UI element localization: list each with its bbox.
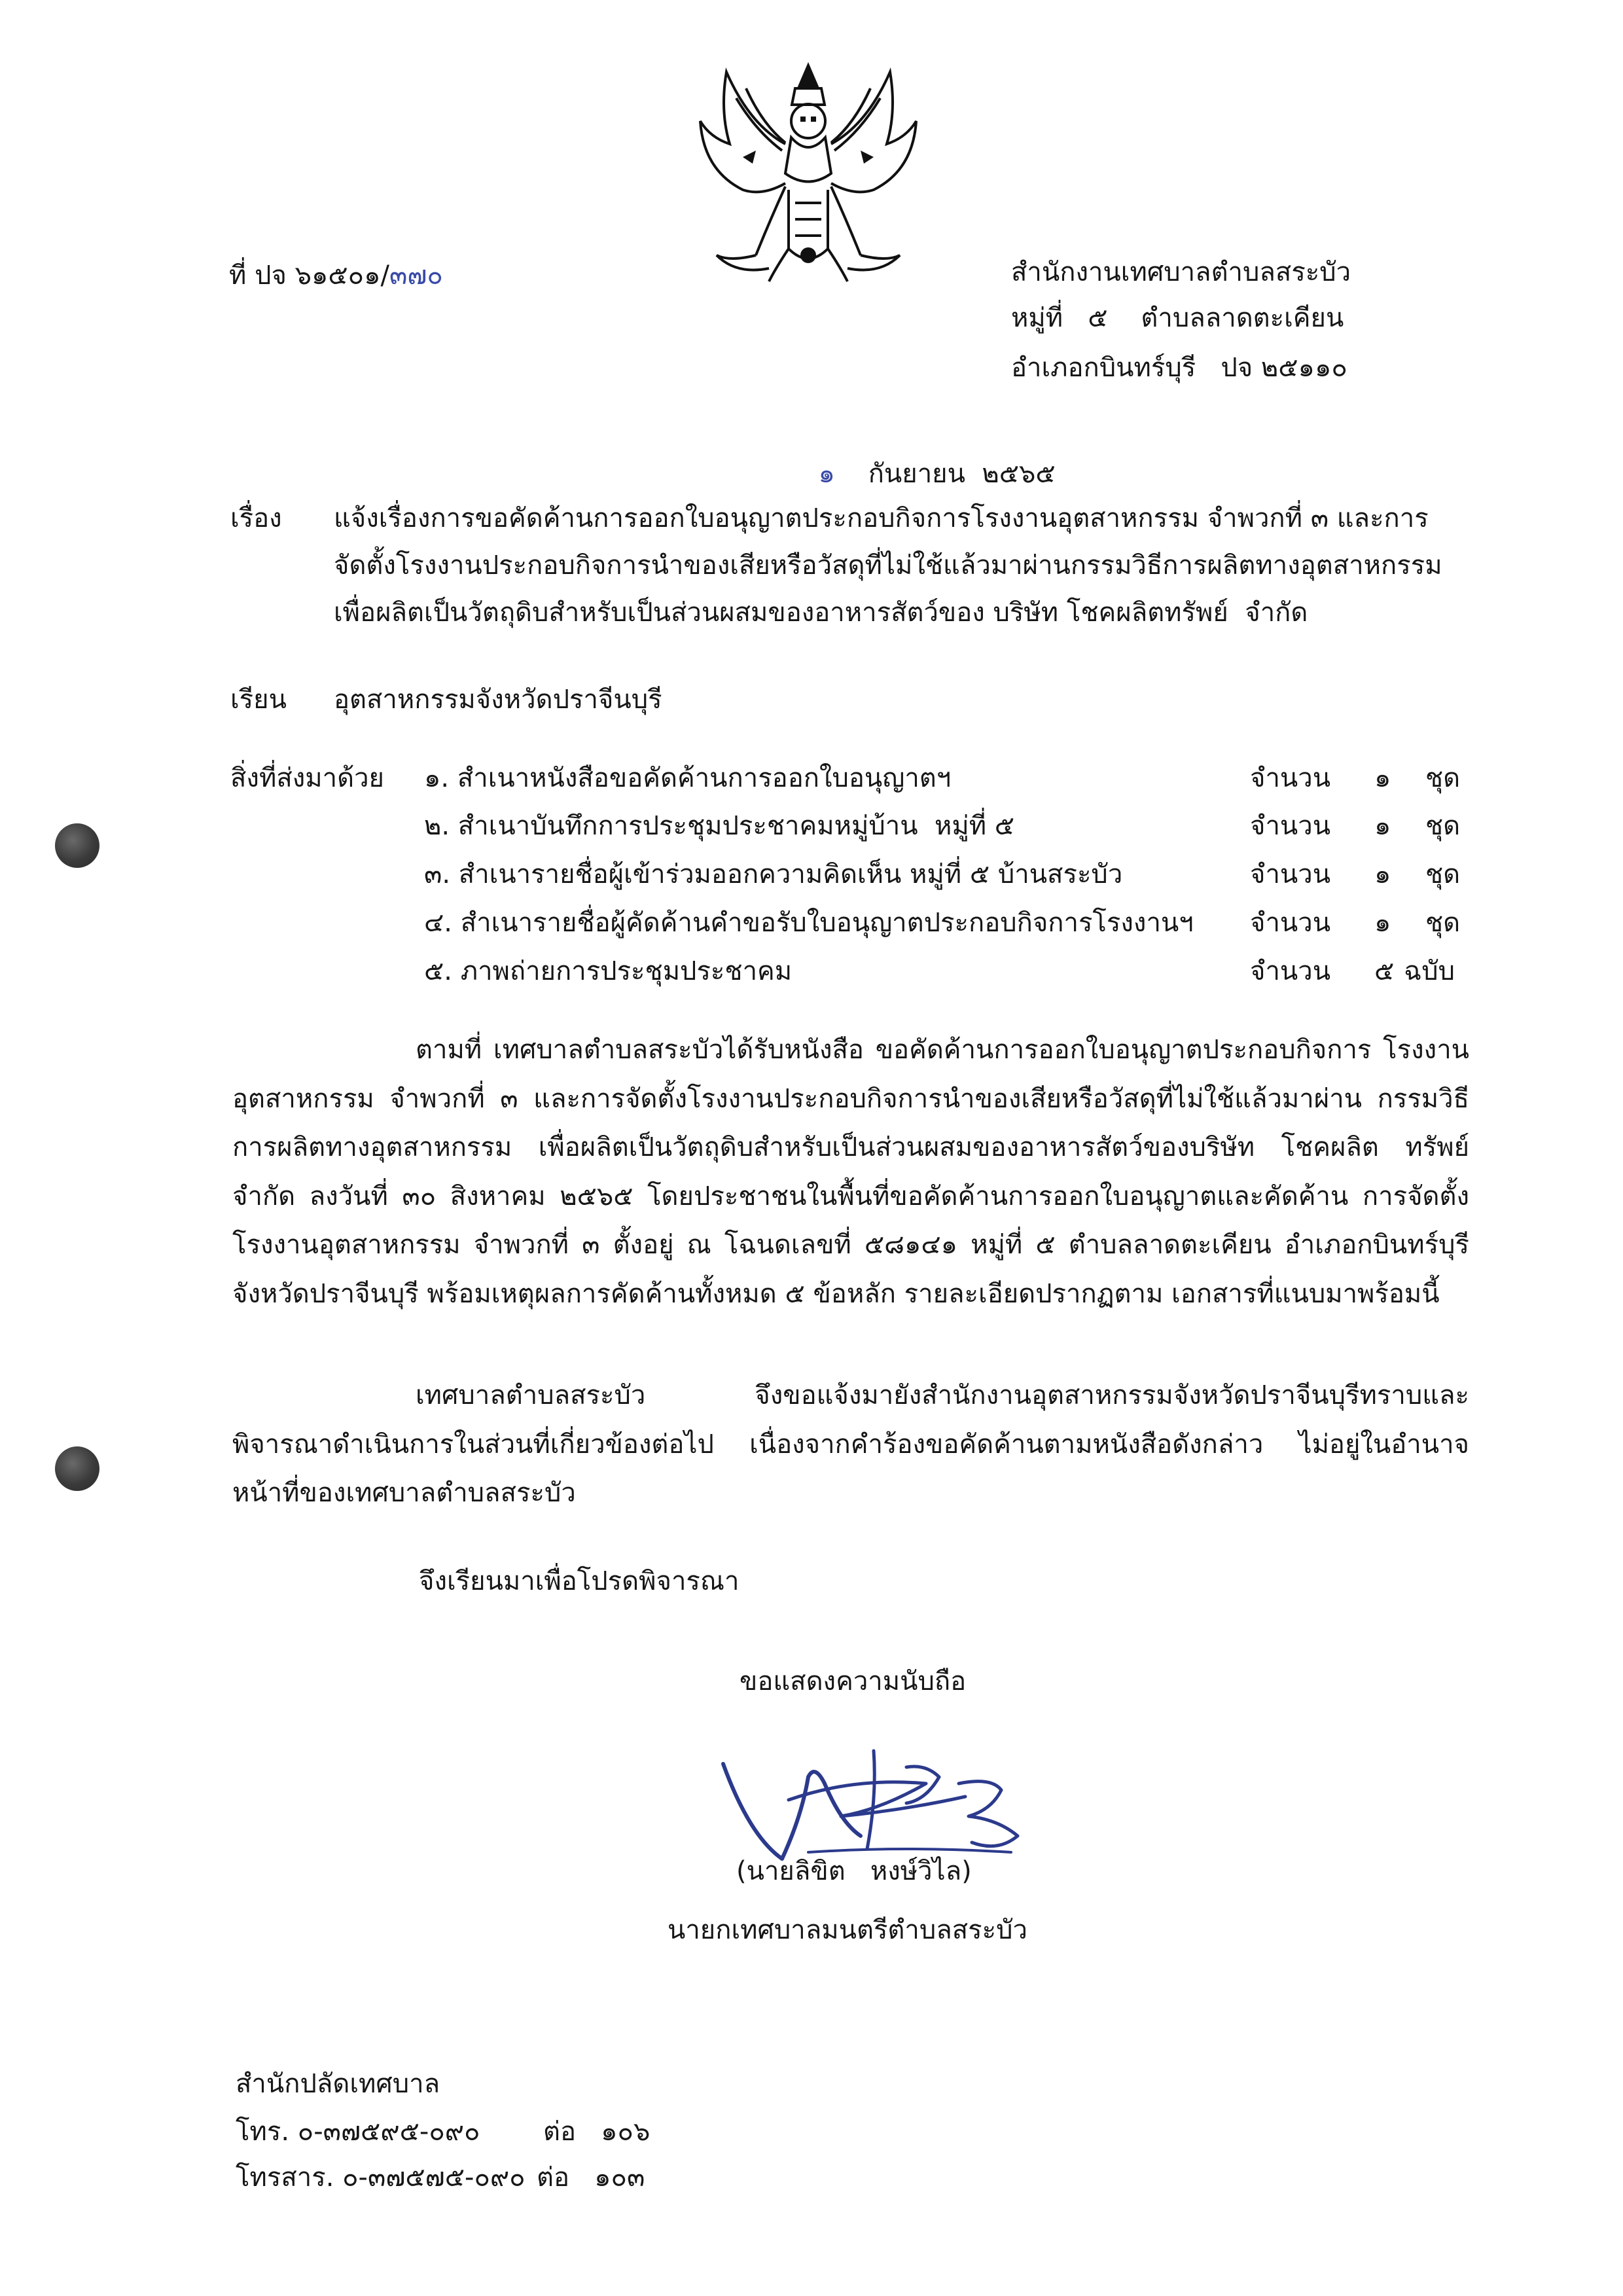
- tel-number: ๐-๓๗๕๙๕-๐๙๐: [297, 2117, 480, 2147]
- closing-line: จึงเรียนมาเพื่อโปรดพิจารณา: [419, 1566, 740, 1596]
- enclosure-unit: ชุด: [1425, 763, 1461, 793]
- enclosure-qty: ๑: [1374, 763, 1391, 793]
- subject-line-1: แจ้งเรื่องการขอคัดค้านการออกใบอนุญาตประกอบกิจการโรงงานอุตสาหกรรม จำพวกที่ ๓ และการ: [334, 503, 1429, 533]
- reference-handwritten-number: ๓๗๐: [389, 260, 443, 291]
- enclosure-text: ๑. สำเนาหนังสือขอคัดค้านการออกใบอนุญาตฯ: [424, 763, 952, 793]
- signer-name: (นายลิขิต หงษ์วิไล): [736, 1856, 972, 1886]
- punch-hole-top: [55, 823, 99, 868]
- enclosure-qty: ๑: [1374, 811, 1391, 841]
- body-paragraph-2: เทศบาลตำบลสระบัว จึงขอแจ้งมายังสำนักงานอุตสาหกรรมจังหวัดปราจีนบุรีทราบและ พิจารณาดำเนินการในส่วนที่เกี่ยวข้องต่อไป เนื่องจากคำร้องขอคัดค้านตามหนังสือดังกล่าว ไม่อยู่ในอำนาจ หน้าที่ของเทศบาลตำบลสระบัว: [232, 1380, 1469, 1508]
- enclosure-qty-label: จำนวน: [1250, 956, 1331, 986]
- office-line-2: หมู่ที่ ๕ ตำบลลาดตะเคียน: [1011, 303, 1344, 333]
- fax-ext-label: ต่อ: [537, 2162, 569, 2193]
- fax-number: ๐-๓๗๕๗๕-๐๙๐: [342, 2162, 526, 2193]
- signer-position: นายกเทศบาลมนตรีตำบลสระบัว: [668, 1915, 1027, 1945]
- enclosure-qty: ๑: [1374, 859, 1391, 889]
- fax-ext: ๑๐๓: [594, 2162, 645, 2193]
- tel-label: โทร.: [236, 2117, 290, 2147]
- office-line-1: สำนักงานเทศบาลตำบลสระบัว: [1011, 257, 1351, 287]
- subject-line-3: เพื่อผลิตเป็นวัตถุดิบสำหรับเป็นส่วนผสมของอาหารสัตว์ของ บริษัท โชคผลิตทรัพย์ จำกัด: [334, 598, 1308, 628]
- enclosure-unit: ชุด: [1425, 859, 1461, 889]
- recipient-value: อุตสาหกรรมจังหวัดปราจีนบุรี: [334, 685, 662, 715]
- reference-prefix: ที่ ปจ ๖๑๕๐๑/: [229, 260, 389, 291]
- enclosure-qty-label: จำนวน: [1250, 908, 1331, 938]
- garuda-emblem-icon: [690, 59, 926, 291]
- enclosure-unit: ชุด: [1425, 908, 1461, 938]
- footer-telephone: [236, 2116, 480, 2147]
- enclosure-text: ๔. สำเนารายชื่อผู้คัดค้านคำขอรับใบอนุญาตประกอบกิจการโรงงานฯ: [424, 908, 1194, 938]
- subject-line-2: จัดตั้งโรงงานประกอบกิจการนำของเสียหรือวัสดุที่ไม่ใช้แล้วมาผ่านกรรมวิธีการผลิตทางอุตสาหกรรม: [334, 550, 1442, 581]
- enclosure-unit: ฉบับ: [1404, 956, 1455, 986]
- document-date: [802, 427, 1056, 490]
- regards-line: ขอแสดงความนับถือ: [740, 1666, 967, 1696]
- enclosure-qty-label: จำนวน: [1250, 763, 1331, 793]
- body-paragraph-1: ตามที่ เทศบาลตำบลสระบัวได้รับหนังสือ ขอคัดค้านการออกใบอนุญาตประกอบกิจการ โรงงานอุตสาหกรรม จำพวกที่ ๓ และการจัดตั้งโรงงานประกอบกิจการนำของเสียหรือวัสดุที่ไม่ใช้แล้วมาผ่าน กรรมวิธีการผลิตทางอุตสาหกรรม เพื่อผลิตเป็นวัตถุดิบสำหรับเป็นส่วนผสมของอาหารสัตว์ของบริษัท โชคผลิต ทรัพย์ จำกัด ลงวันที่ ๓๐ สิงหาคม ๒๕๖๕ โดยประชาชนในพื้นที่ขอคัดค้านการออกใบอนุญาตและคัดค้าน การจัดตั้งโรงงานอุตสาหกรรม จำพวกที่ ๓ ตั้งอยู่ ณ โฉนดเลขที่ ๕๘๑๔๑ หมู่ที่ ๕ ตำบลลาดตะเคียน อำเภอกบินทร์บุรี จังหวัดปราจีนบุรี พร้อมเหตุผลการคัดค้านทั้งหมด ๕ ข้อหลัก รายละเอียดปรากฏตาม เอกสารที่แนบมาพร้อมนี้: [232, 1035, 1469, 1309]
- date-month-year: กันยายน ๒๕๖๕: [868, 459, 1056, 489]
- footer-department: สำนักปลัดเทศบาล: [236, 2069, 440, 2099]
- punch-hole-bottom: [55, 1446, 99, 1491]
- enclosures-label: สิ่งที่ส่งมาด้วย: [230, 763, 384, 793]
- fax-label: โทรสาร.: [236, 2162, 334, 2193]
- footer-telephone-ext: [543, 2116, 650, 2147]
- footer-fax: [236, 2162, 526, 2193]
- office-line-3: อำเภอกบินทร์บุรี ปจ ๒๕๑๑๐: [1011, 353, 1347, 383]
- footer-fax-ext: [537, 2162, 645, 2193]
- enclosure-qty: ๑: [1374, 908, 1391, 938]
- enclosure-text: ๒. สำเนาบันทึกการประชุมประชาคมหมู่บ้าน หมู่ที่ ๕: [424, 811, 1015, 841]
- enclosure-text: ๓. สำเนารายชื่อผู้เข้าร่วมออกความคิดเห็น หมู่ที่ ๕ บ้านสระบัว: [424, 859, 1123, 889]
- recipient-label: เรียน: [230, 685, 287, 715]
- enclosure-qty-label: จำนวน: [1250, 859, 1331, 889]
- subject-label: เรื่อง: [230, 503, 282, 533]
- enclosure-text: ๕. ภาพถ่ายการประชุมประชาคม: [424, 956, 793, 986]
- enclosure-qty-label: จำนวน: [1250, 811, 1331, 841]
- date-day-handwritten: ๑: [818, 459, 835, 489]
- tel-ext-label: ต่อ: [543, 2117, 576, 2147]
- handwritten-signature-icon: [710, 1738, 1037, 1875]
- tel-ext: ๑๐๖: [601, 2117, 651, 2147]
- reference-number: [229, 260, 443, 291]
- enclosure-unit: ชุด: [1425, 811, 1461, 841]
- enclosure-qty: ๕: [1374, 956, 1395, 986]
